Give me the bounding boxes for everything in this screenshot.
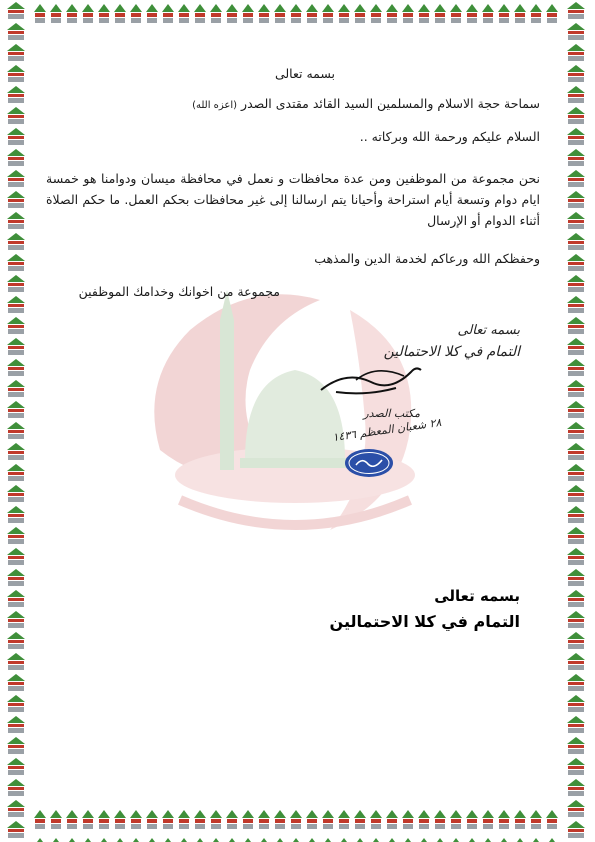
typed-basmala: بسمه تعالى (434, 587, 520, 605)
addressee-honorific: (اعزه الله) (192, 100, 238, 111)
handwritten-date: ٢٨ شعبان المعظم ١٤٣٦ (331, 415, 443, 445)
border-left (0, 0, 32, 842)
border-right (560, 0, 595, 842)
signature (316, 362, 426, 398)
letter-signoff: مجموعة من اخوانك وخدامك الموظفين (78, 284, 280, 299)
letter-body: نحن مجموعة من الموظفين ومن عدة محافظات و نعمل في محافظة ميسان ودوامنا هو خمسة ايام دوام وتسعة أيام استراحة وأحيانا يتم ارسالنا إلى غير محافظات بحكم العمل. ما حكم الصلاة أثناء الدوام أو الإرسال (46, 171, 540, 228)
handwritten-basmala: بسمه تعالى (457, 323, 520, 338)
addressee-main: سماحة حجة الاسلام والمسلمين السيد القائد مقتدى الصدر (241, 96, 540, 111)
letter-closing: وحفظكم الله ورعاكم لخدمة الدين والمذهب (314, 251, 540, 266)
letter-basmala: بسمه تعالى (274, 66, 336, 81)
border-top (0, 0, 595, 28)
handwritten-office: مكتب الصدر (363, 407, 420, 420)
border-bottom (0, 806, 595, 842)
letter-addressee (100, 96, 540, 111)
office-seal (344, 448, 394, 478)
letter-greeting: السلام عليكم ورحمة الله وبركاته .. (359, 129, 540, 144)
typed-ruling: التمام في كلا الاحتمالين (329, 612, 520, 631)
handwritten-ruling: التمام في كلا الاحتمالين (383, 344, 520, 360)
